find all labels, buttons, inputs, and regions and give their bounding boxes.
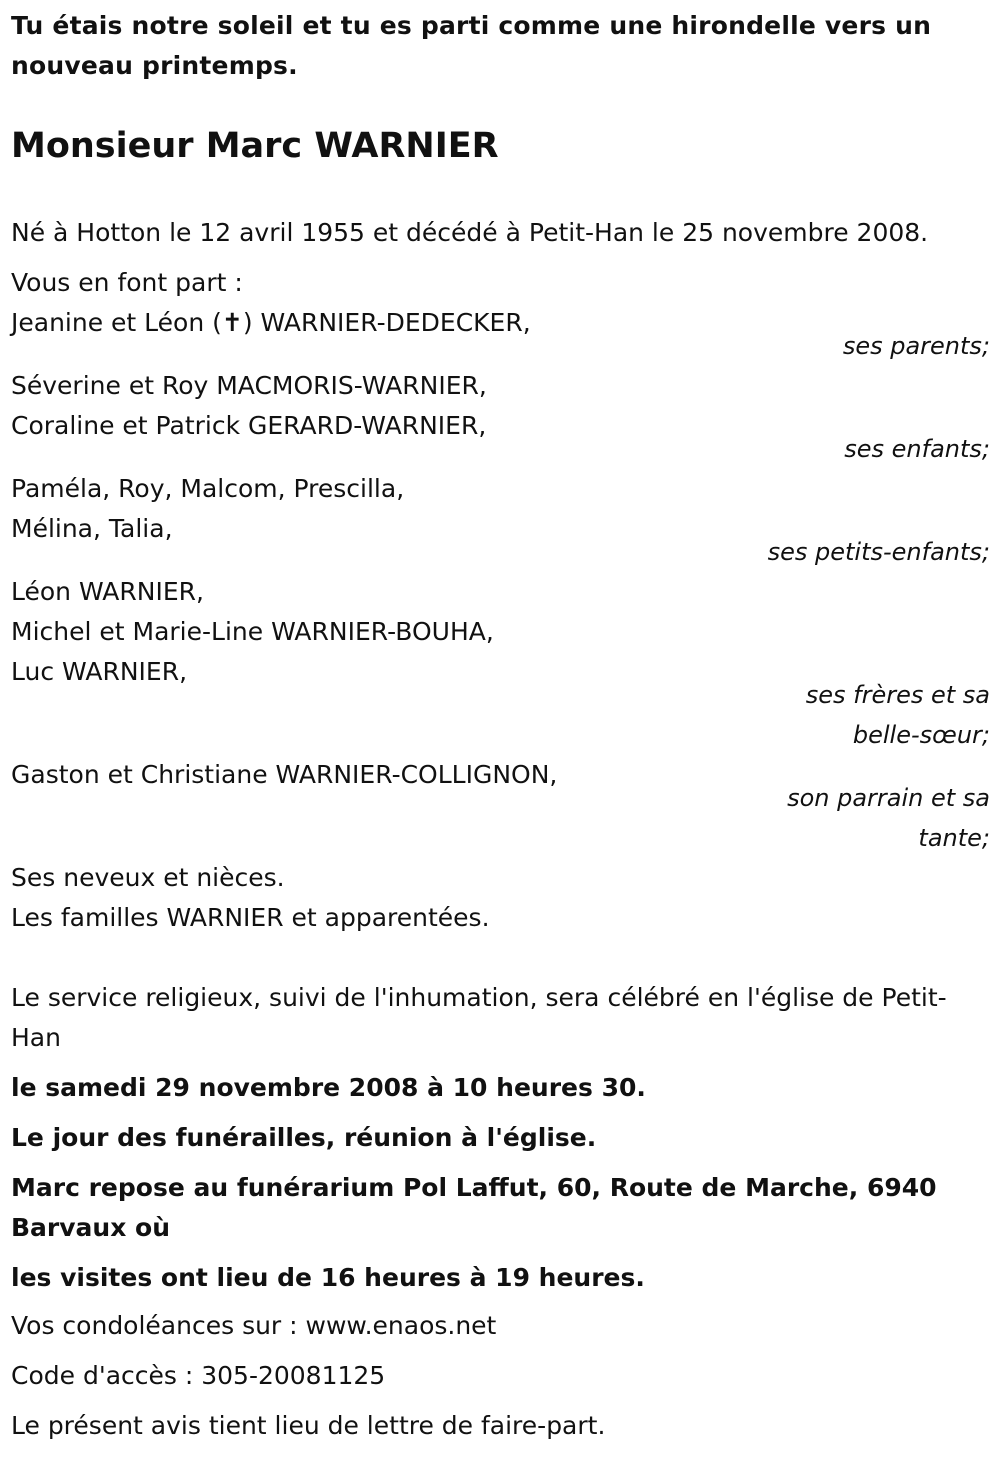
epigraph: Tu étais notre soleil et tu es parti comme une hirondelle vers un nouveau printemps. [11, 11, 932, 80]
family-name-line: Luc WARNIER, [11, 657, 188, 686]
family-name-line: Paméla, Roy, Malcom, Prescilla, [11, 474, 405, 503]
family-name-line: Gaston et Christiane WARNIER-COLLIGNON, [11, 760, 558, 789]
family-name-line: Michel et Marie-Line WARNIER-BOUHA, [11, 617, 494, 646]
access-code-line: Code d'accès : 305-20081125 [11, 1361, 386, 1390]
relation-label: ses parents; [842, 332, 990, 360]
intro-line: Vous en font part : [11, 268, 243, 297]
meeting-text: Le jour des funérailles, réunion à l'église. [11, 1123, 597, 1152]
service-text: Le service religieux, suivi de l'inhumation, sera célébré en l'église de Petit-Han [11, 983, 947, 1052]
family-name-line: Jeanine et Léon (✝) WARNIER-DEDECKER, [11, 308, 531, 337]
relation-label: tante; [918, 824, 990, 852]
relation-label: ses enfants; [844, 435, 990, 463]
notice-line: Le présent avis tient lieu de lettre de faire-part. [11, 1411, 606, 1440]
service-date: le samedi 29 novembre 2008 à 10 heures 30. [11, 1073, 646, 1102]
closing-family-line: Ses neveux et nièces. [11, 863, 285, 892]
relation-label: ses petits-enfants; [767, 538, 990, 566]
family-name-line: Mélina, Talia, [11, 514, 173, 543]
visits-text: les visites ont lieu de 16 heures à 19 heures. [11, 1263, 645, 1292]
closing-family-line: Les familles WARNIER et apparentées. [11, 903, 490, 932]
family-name-line: Coraline et Patrick GERARD-WARNIER, [11, 411, 487, 440]
birth-death-line: Né à Hotton le 12 avril 1955 et décédé à Petit-Han le 25 novembre 2008. [11, 218, 929, 247]
condolences-line: Vos condoléances sur : www.enaos.net [11, 1311, 497, 1340]
relation-label: belle-sœur; [852, 721, 990, 749]
family-name-line: Séverine et Roy MACMORIS-WARNIER, [11, 371, 487, 400]
relation-label: son parrain et sa [787, 784, 990, 812]
relation-label: ses frères et sa [805, 681, 990, 709]
funeral-home-text: Marc repose au funérarium Pol Laffut, 60, Route de Marche, 6940 Barvaux où [11, 1173, 937, 1242]
family-name-line: Léon WARNIER, [11, 577, 204, 606]
page-title: Monsieur Marc WARNIER [11, 126, 499, 166]
